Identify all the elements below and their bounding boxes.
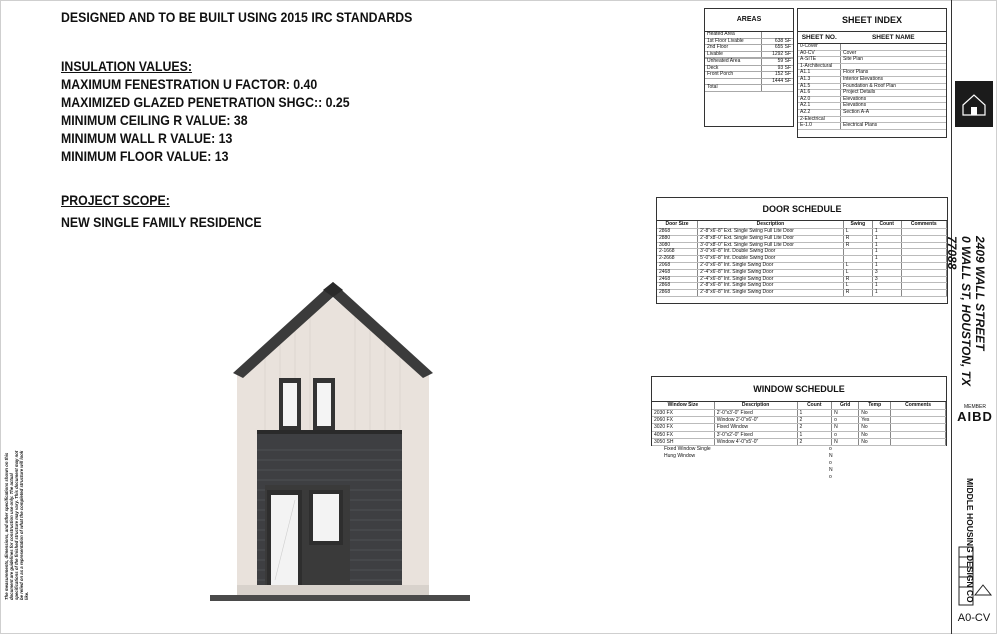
table-cell: No <box>859 424 891 431</box>
table-cell <box>901 256 947 263</box>
table-row <box>657 290 947 297</box>
table-cell: R <box>843 276 872 283</box>
col-header: SHEET NAME <box>841 32 947 44</box>
table-cell: 3'-0"x6'-8" Int. Double Swing Door <box>698 249 844 256</box>
table-cell: 1 <box>872 249 901 256</box>
table-cell: 3080 <box>657 242 698 249</box>
balcony-edge <box>257 430 402 434</box>
table-cell: o <box>832 417 859 424</box>
table-cell: 2030 FX <box>652 410 714 417</box>
table-cell: 1 <box>872 229 901 236</box>
table-cell: 3 <box>872 269 901 276</box>
table-cell: 3050 SH <box>652 438 714 445</box>
table-cell: 2 <box>797 438 832 445</box>
table-cell <box>901 262 947 269</box>
table-cell: 2468 <box>657 269 698 276</box>
address-line: 77088 <box>945 236 959 270</box>
area-value <box>761 85 793 92</box>
insulation-line: MINIMUM CEILING R VALUE: 38 <box>61 112 248 128</box>
sheet-index-grid <box>798 32 946 130</box>
table-cell <box>901 242 947 249</box>
table-cell <box>901 235 947 242</box>
sheet-no: A2.1 <box>798 103 841 110</box>
firm-logo <box>955 81 993 127</box>
col-header: Window Size <box>652 402 714 410</box>
area-label: Front Porch <box>705 72 761 79</box>
sheet-no: 1-Architectural <box>798 63 841 70</box>
logo-icon <box>955 81 993 127</box>
sheet-no: 0-Cover <box>798 44 841 51</box>
overflow-grid: o <box>829 460 832 466</box>
insulation-line: MINIMUM FLOOR VALUE: 13 <box>61 148 229 164</box>
table-cell: N <box>832 438 859 445</box>
area-value: 1444 SF <box>761 78 793 85</box>
table-row <box>798 123 946 130</box>
table-row <box>798 96 946 103</box>
table-cell: 1 <box>872 283 901 290</box>
area-label: Heated Area <box>705 32 761 38</box>
table-cell: 2 <box>797 417 832 424</box>
table-row <box>652 438 946 445</box>
disclaimer-note: The measurements, dimensions, and other specifications shown on this document are guidelines for construction use only. The actual specifications of the finished structure may vary. This document may not be relied on as a representation of what the completed structure will look like. <box>4 450 29 600</box>
table-cell: 2'-0"x6'-8" Int. Single Swing Door <box>698 262 844 269</box>
insulation-line: MINIMUM WALL R VALUE: 13 <box>61 130 233 146</box>
window-overflow-text <box>664 446 833 481</box>
sheet-no: A0-CV <box>798 50 841 57</box>
area-label: Total <box>705 85 761 92</box>
col-header: Temp <box>859 402 891 410</box>
table-cell <box>891 424 946 431</box>
table-cell: 2880 <box>657 235 698 242</box>
scope-title: PROJECT SCOPE: <box>61 192 170 208</box>
table-row <box>652 417 946 424</box>
table-cell: 1 <box>872 242 901 249</box>
overflow-desc: Fixed Window Single <box>664 446 711 452</box>
area-label: Livable <box>705 51 761 58</box>
table-cell: 2'-0"x3'-0" Fixed <box>714 410 797 417</box>
table-cell: o <box>832 431 859 438</box>
table-cell: Window 2'-0"x6'-0" <box>714 417 797 424</box>
table-cell: 2'-8"x6'-8" Ext. Single Swing Full Lite Door <box>698 229 844 236</box>
table-cell: Yes <box>859 417 891 424</box>
address-line: 0 WALL ST, HOUSTON, TX <box>959 236 973 387</box>
sheet-no: E-1.0 <box>798 123 841 130</box>
table-cell: 2868 <box>657 229 698 236</box>
areas-title: AREAS <box>705 9 793 32</box>
area-value: 1292 SF <box>761 51 793 58</box>
table-cell: Fixed Window <box>714 424 797 431</box>
table-cell <box>901 269 947 276</box>
area-value: 638 SF <box>761 38 793 45</box>
sheet-no: A2.2 <box>798 109 841 116</box>
table-cell: 3020 FX <box>652 424 714 431</box>
table-cell: R <box>843 290 872 297</box>
table-cell: 1 <box>872 256 901 263</box>
table-cell <box>901 276 947 283</box>
overflow-grid: N <box>829 453 833 459</box>
area-label: Unheated Area <box>705 59 761 66</box>
table-cell: 1 <box>797 431 832 438</box>
table-cell: L <box>843 229 872 236</box>
table-cell <box>901 249 947 256</box>
table-cell: 3'-0"x2'-0" Fixed <box>714 431 797 438</box>
table-cell: 5'-0"x6'-8" Int. Double Swing Door <box>698 256 844 263</box>
table-cell: 2'-8"x8'-0" Ext. Single Swing Full Lite Door <box>698 235 844 242</box>
sheet-number: A0-CV <box>957 612 991 624</box>
table-cell: 2'-4"x6'-8" Int. Single Swing Door <box>698 269 844 276</box>
table-cell: 3'-0"x8'-0" Ext. Single Swing Full Lite Door <box>698 242 844 249</box>
ground-line <box>210 595 470 601</box>
table-cell <box>901 283 947 290</box>
table-cell <box>891 410 946 417</box>
sheet-name: Elevations <box>841 96 947 103</box>
standards-note: DESIGNED AND TO BE BUILT USING 2015 IRC STANDARDS <box>61 9 413 25</box>
window-schedule <box>651 376 947 446</box>
table-row <box>652 410 946 417</box>
area-value: 152 SF <box>761 72 793 79</box>
table-cell: R <box>843 242 872 249</box>
window-schedule-grid <box>652 402 946 446</box>
area-label: 2nd Floor <box>705 45 761 52</box>
col-header: Description <box>698 221 844 229</box>
area-label: Deck <box>705 65 761 72</box>
table-cell: 1 <box>872 235 901 242</box>
table-cell: Window 4'-0"x5'-0" <box>714 438 797 445</box>
table-cell: L <box>843 262 872 269</box>
overflow-grid: o <box>829 474 832 480</box>
table-row <box>705 85 793 92</box>
table-cell <box>891 438 946 445</box>
window-schedule-title: WINDOW SCHEDULE <box>652 377 946 402</box>
table-cell: 2060 FX <box>652 417 714 424</box>
area-value: 93 SF <box>761 65 793 72</box>
table-cell: 2'-4"x6'-8" Int. Single Swing Door <box>698 276 844 283</box>
table-cell: 3 <box>872 276 901 283</box>
areas-grid <box>705 32 793 92</box>
table-cell: L <box>843 269 872 276</box>
area-value: 59 SF <box>761 59 793 66</box>
insulation-line: MAXIMIZED GLAZED PENETRATION SHGC:: 0.25 <box>61 94 350 110</box>
table-cell: 2868 <box>657 283 698 290</box>
col-header: Count <box>872 221 901 229</box>
sheet-name: Site Plan <box>841 57 947 64</box>
col-header: SHEET NO. <box>798 32 841 44</box>
sheet-name: Electrical Plans <box>841 123 947 130</box>
sheet-name: Floor Plans <box>841 70 947 77</box>
door-schedule-grid <box>657 221 947 297</box>
table-cell: 2868 <box>657 290 698 297</box>
company-logo-icon <box>957 545 993 607</box>
table-cell: No <box>859 438 891 445</box>
table-cell <box>901 229 947 236</box>
table-cell: 2468 <box>657 276 698 283</box>
col-header: Grid <box>832 402 859 410</box>
sheet-name <box>841 44 947 51</box>
sheet-no: A1.1 <box>798 70 841 77</box>
table-cell: 2 <box>797 424 832 431</box>
project-address <box>945 236 987 396</box>
table-row <box>652 431 946 438</box>
door-schedule <box>656 197 948 304</box>
sheet-name: Cover <box>841 50 947 57</box>
table-cell <box>891 417 946 424</box>
table-cell: 1 <box>797 410 832 417</box>
col-header: Door Size <box>657 221 698 229</box>
sheet-index <box>797 8 947 138</box>
overflow-grid: o <box>829 446 832 452</box>
col-header: Swing <box>843 221 872 229</box>
table-cell <box>901 290 947 297</box>
table-row <box>798 50 946 57</box>
company-name: MIDDLE HOUSING DESIGN CO <box>965 478 975 603</box>
sheet-no: A2.0 <box>798 96 841 103</box>
table-cell: N <box>832 424 859 431</box>
col-header: Comments <box>891 402 946 410</box>
table-row <box>652 424 946 431</box>
sheet-no: A-SITE <box>798 57 841 64</box>
table-cell: L <box>843 283 872 290</box>
table-cell: 1 <box>872 262 901 269</box>
table-cell: R <box>843 235 872 242</box>
insulation-line: MAXIMUM FENESTRATION U FACTOR: 0.40 <box>61 76 318 92</box>
table-cell: 2-2668 <box>657 256 698 263</box>
table-cell: 2-1668 <box>657 249 698 256</box>
table-row <box>798 44 946 51</box>
table-cell: No <box>859 410 891 417</box>
sheet-name: Project Details <box>841 90 947 97</box>
area-label: 1st Floor Livable <box>705 38 761 45</box>
col-header: Comments <box>901 221 947 229</box>
table-row <box>798 90 946 97</box>
sheet-no: A1.3 <box>798 76 841 83</box>
table-cell <box>843 249 872 256</box>
table-row <box>798 63 946 70</box>
table-cell: N <box>832 410 859 417</box>
sheet-no: A1.5 <box>798 83 841 90</box>
col-header: Description <box>714 402 797 410</box>
aibd-member-badge <box>957 404 993 440</box>
aibd-mark: AIBD <box>957 409 993 424</box>
house-elevation-rendering <box>205 280 475 605</box>
member-label: MEMBER <box>964 404 986 410</box>
sheet-name: Foundation & Roof Plan <box>841 83 947 90</box>
sheet-index-title: SHEET INDEX <box>798 9 946 32</box>
sheet-name: Interior Elevations <box>841 76 947 83</box>
col-header: Count <box>797 402 832 410</box>
table-cell: 4050 FX <box>652 431 714 438</box>
sheet-no: A1.6 <box>798 90 841 97</box>
table-row <box>798 103 946 110</box>
sheet-name: Section A-A <box>841 109 947 116</box>
insulation-title: INSULATION VALUES: <box>61 58 192 74</box>
areas-table <box>704 8 794 127</box>
table-cell: 2'-8"x6'-8" Int. Single Swing Door <box>698 283 844 290</box>
sheet-no: 2-Electrical <box>798 116 841 123</box>
table-cell <box>891 431 946 438</box>
sheet-name: Elevations <box>841 103 947 110</box>
door-schedule-title: DOOR SCHEDULE <box>657 198 947 221</box>
area-value: 655 SF <box>761 45 793 52</box>
address-line: 2409 WALL STREET <box>973 236 987 351</box>
scope-text: NEW SINGLE FAMILY RESIDENCE <box>61 214 262 230</box>
table-cell: No <box>859 431 891 438</box>
overflow-desc: Hung Window <box>664 453 696 459</box>
table-cell: 2'-8"x6'-8" Int. Single Swing Door <box>698 290 844 297</box>
overflow-grid: N <box>829 467 833 473</box>
table-cell: 1 <box>872 290 901 297</box>
table-cell: 2068 <box>657 262 698 269</box>
